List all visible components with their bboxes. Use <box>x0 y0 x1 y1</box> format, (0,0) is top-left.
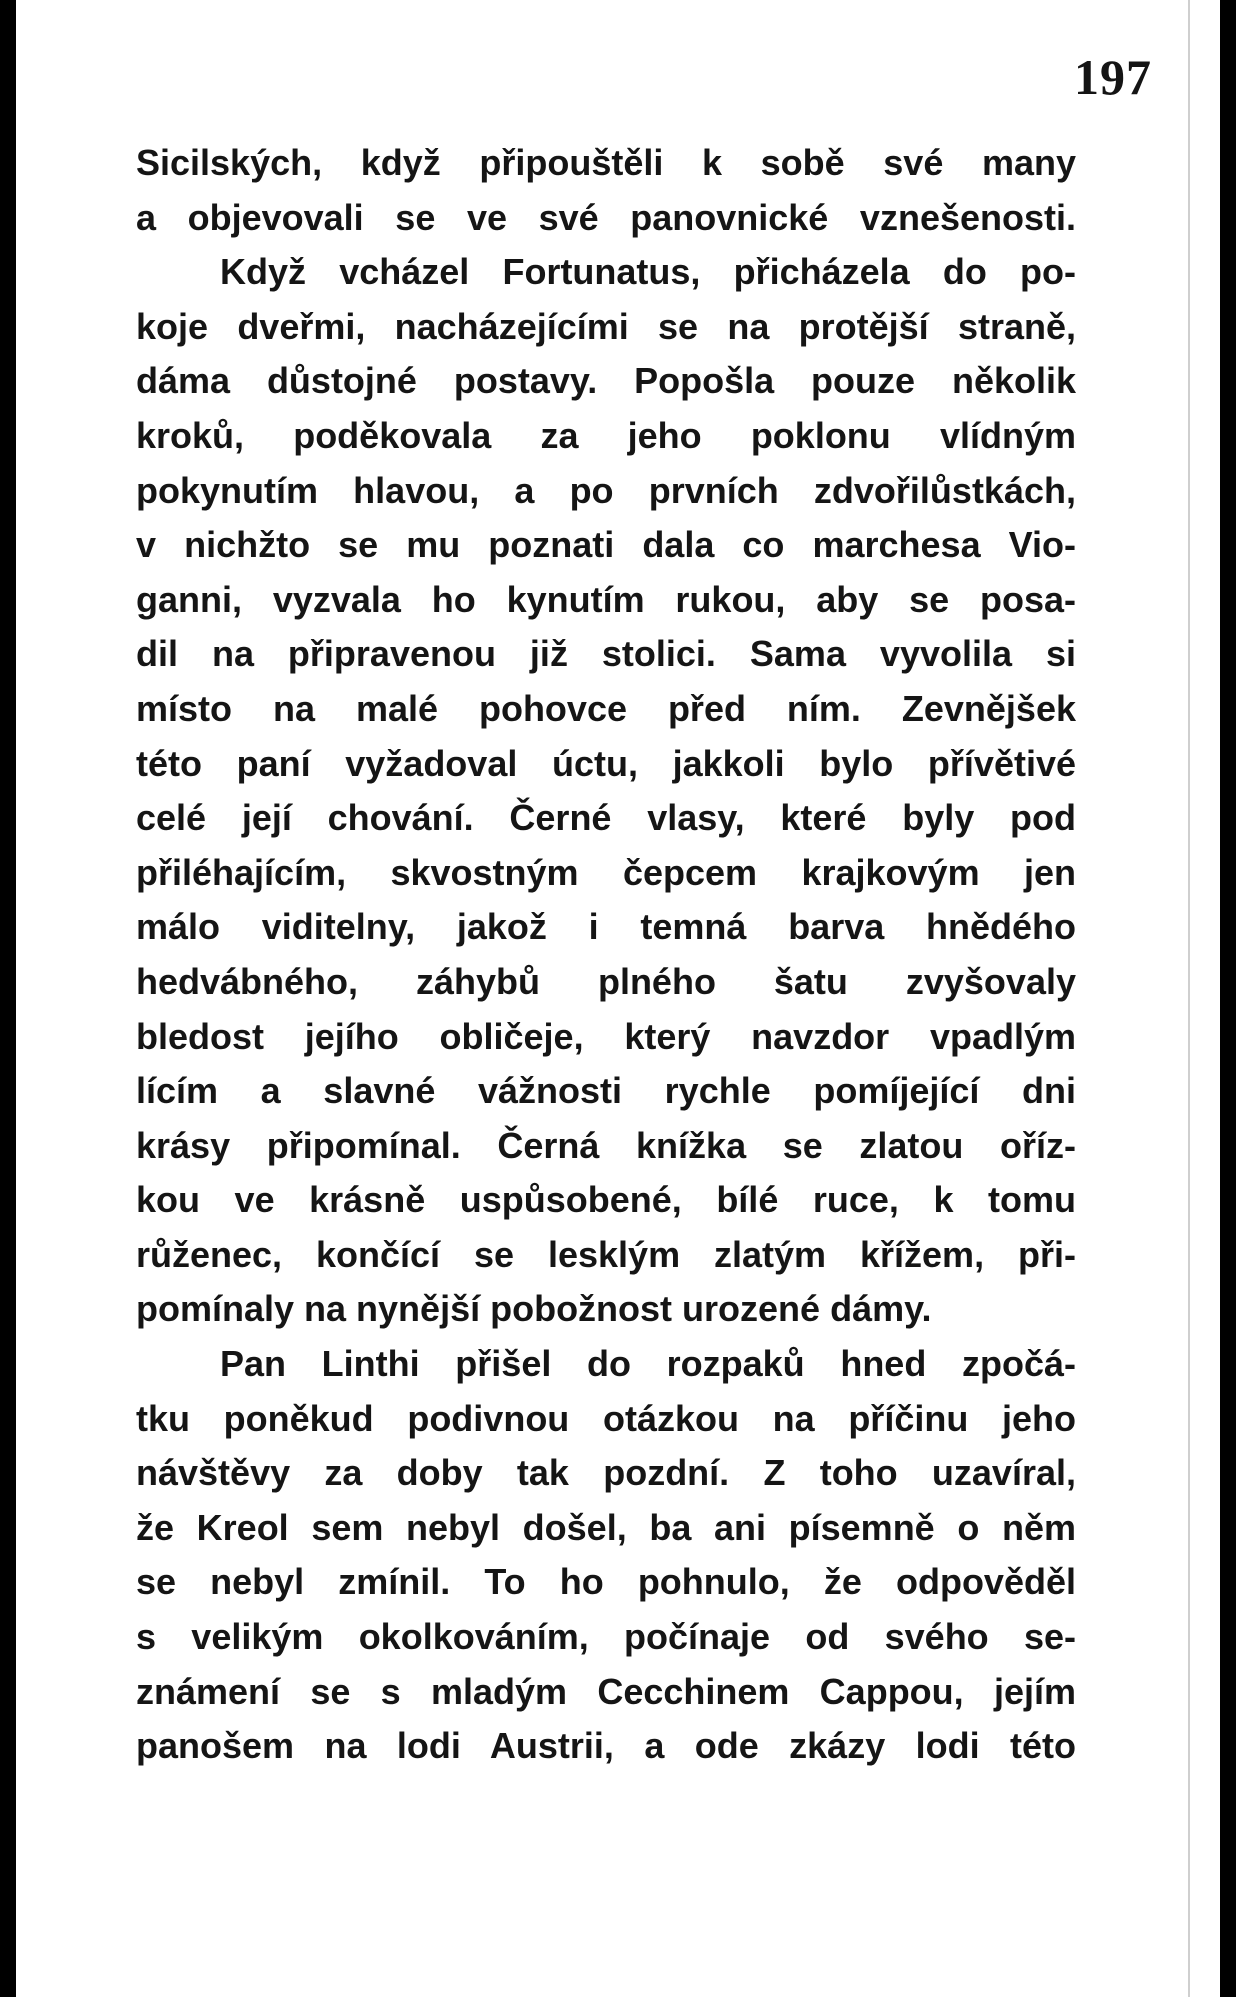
text-line: koje dveřmi, nacházejícími se na protější straně, <box>136 305 1076 347</box>
text-line: kroků, poděkovala za jeho poklonu vlídným <box>136 414 1076 456</box>
text-line: Pan Linthi přišel do rozpaků hned zpočá- <box>220 1343 1076 1385</box>
text-line: že Kreol sem nebyl došel, ba ani písemně o něm <box>136 1506 1076 1548</box>
text-line: bledost jejího obličeje, který navzdor vpadlým <box>136 1015 1076 1057</box>
text-line: lícím a slavné vážnosti rychle pomíjející dni <box>136 1070 1076 1112</box>
text-line: přiléhajícím, skvostným čepcem krajkovým jen <box>136 851 1076 893</box>
text-line: celé její chování. Černé vlasy, které byly pod <box>136 797 1076 839</box>
text-line: dáma důstojné postavy. Popošla pouze několik <box>136 360 1076 402</box>
text-line: pokynutím hlavou, a po prvních zdvořilůstkách, <box>136 469 1076 511</box>
book-page <box>16 0 1220 1997</box>
text-line: Sicilských, když připouštěli k sobě své many <box>136 142 1076 183</box>
text-line: návštěvy za doby tak pozdní. Z toho uzavíral, <box>136 1452 1076 1494</box>
text-line: růženec, končící se lesklým zlatým křížem, při- <box>136 1233 1076 1275</box>
text-line: Když vcházel Fortunatus, přicházela do po- <box>220 251 1076 293</box>
page-edge <box>1188 0 1190 1997</box>
text-line: málo viditelny, jakož i temná barva hnědého <box>136 906 1076 948</box>
text-line: této paní vyžadoval úctu, jakkoli bylo přívětivé <box>136 742 1076 784</box>
text-line: hedvábného, záhybů plného šatu zvyšovaly <box>136 960 1076 1002</box>
text-line: panošem na lodi Austrii, a ode zkázy lodi této <box>136 1725 1076 1767</box>
text-line: pomínaly na nynější pobožnost urozené dámy. <box>136 1288 932 1330</box>
text-line: místo na malé pohovce před ním. Zevnějšek <box>136 687 1076 729</box>
text-line: ganni, vyzvala ho kynutím rukou, aby se posa- <box>136 578 1076 620</box>
text-line: v nichžto se mu poznati dala co marchesa Vio- <box>136 524 1076 566</box>
text-line: krásy připomínal. Černá knížka se zlatou oříz- <box>136 1124 1076 1166</box>
text-line: se nebyl zmínil. To ho pohnulo, že odpověděl <box>136 1561 1076 1603</box>
text-line: a objevovali se ve své panovnické vznešenosti. <box>136 196 1076 238</box>
page-number: 197 <box>1074 49 1152 105</box>
text-line: s velikým okolkováním, počínaje od svého se- <box>136 1616 1076 1658</box>
text-line: tku poněkud podivnou otázkou na příčinu jeho <box>136 1397 1076 1439</box>
text-line: kou ve krásně uspůsobené, bílé ruce, k tomu <box>136 1179 1076 1221</box>
text-line: dil na připravenou již stolici. Sama vyvolila si <box>136 633 1076 675</box>
text-line: známení se s mladým Cecchinem Cappou, jejím <box>136 1670 1076 1712</box>
body-text <box>136 136 1076 1774</box>
